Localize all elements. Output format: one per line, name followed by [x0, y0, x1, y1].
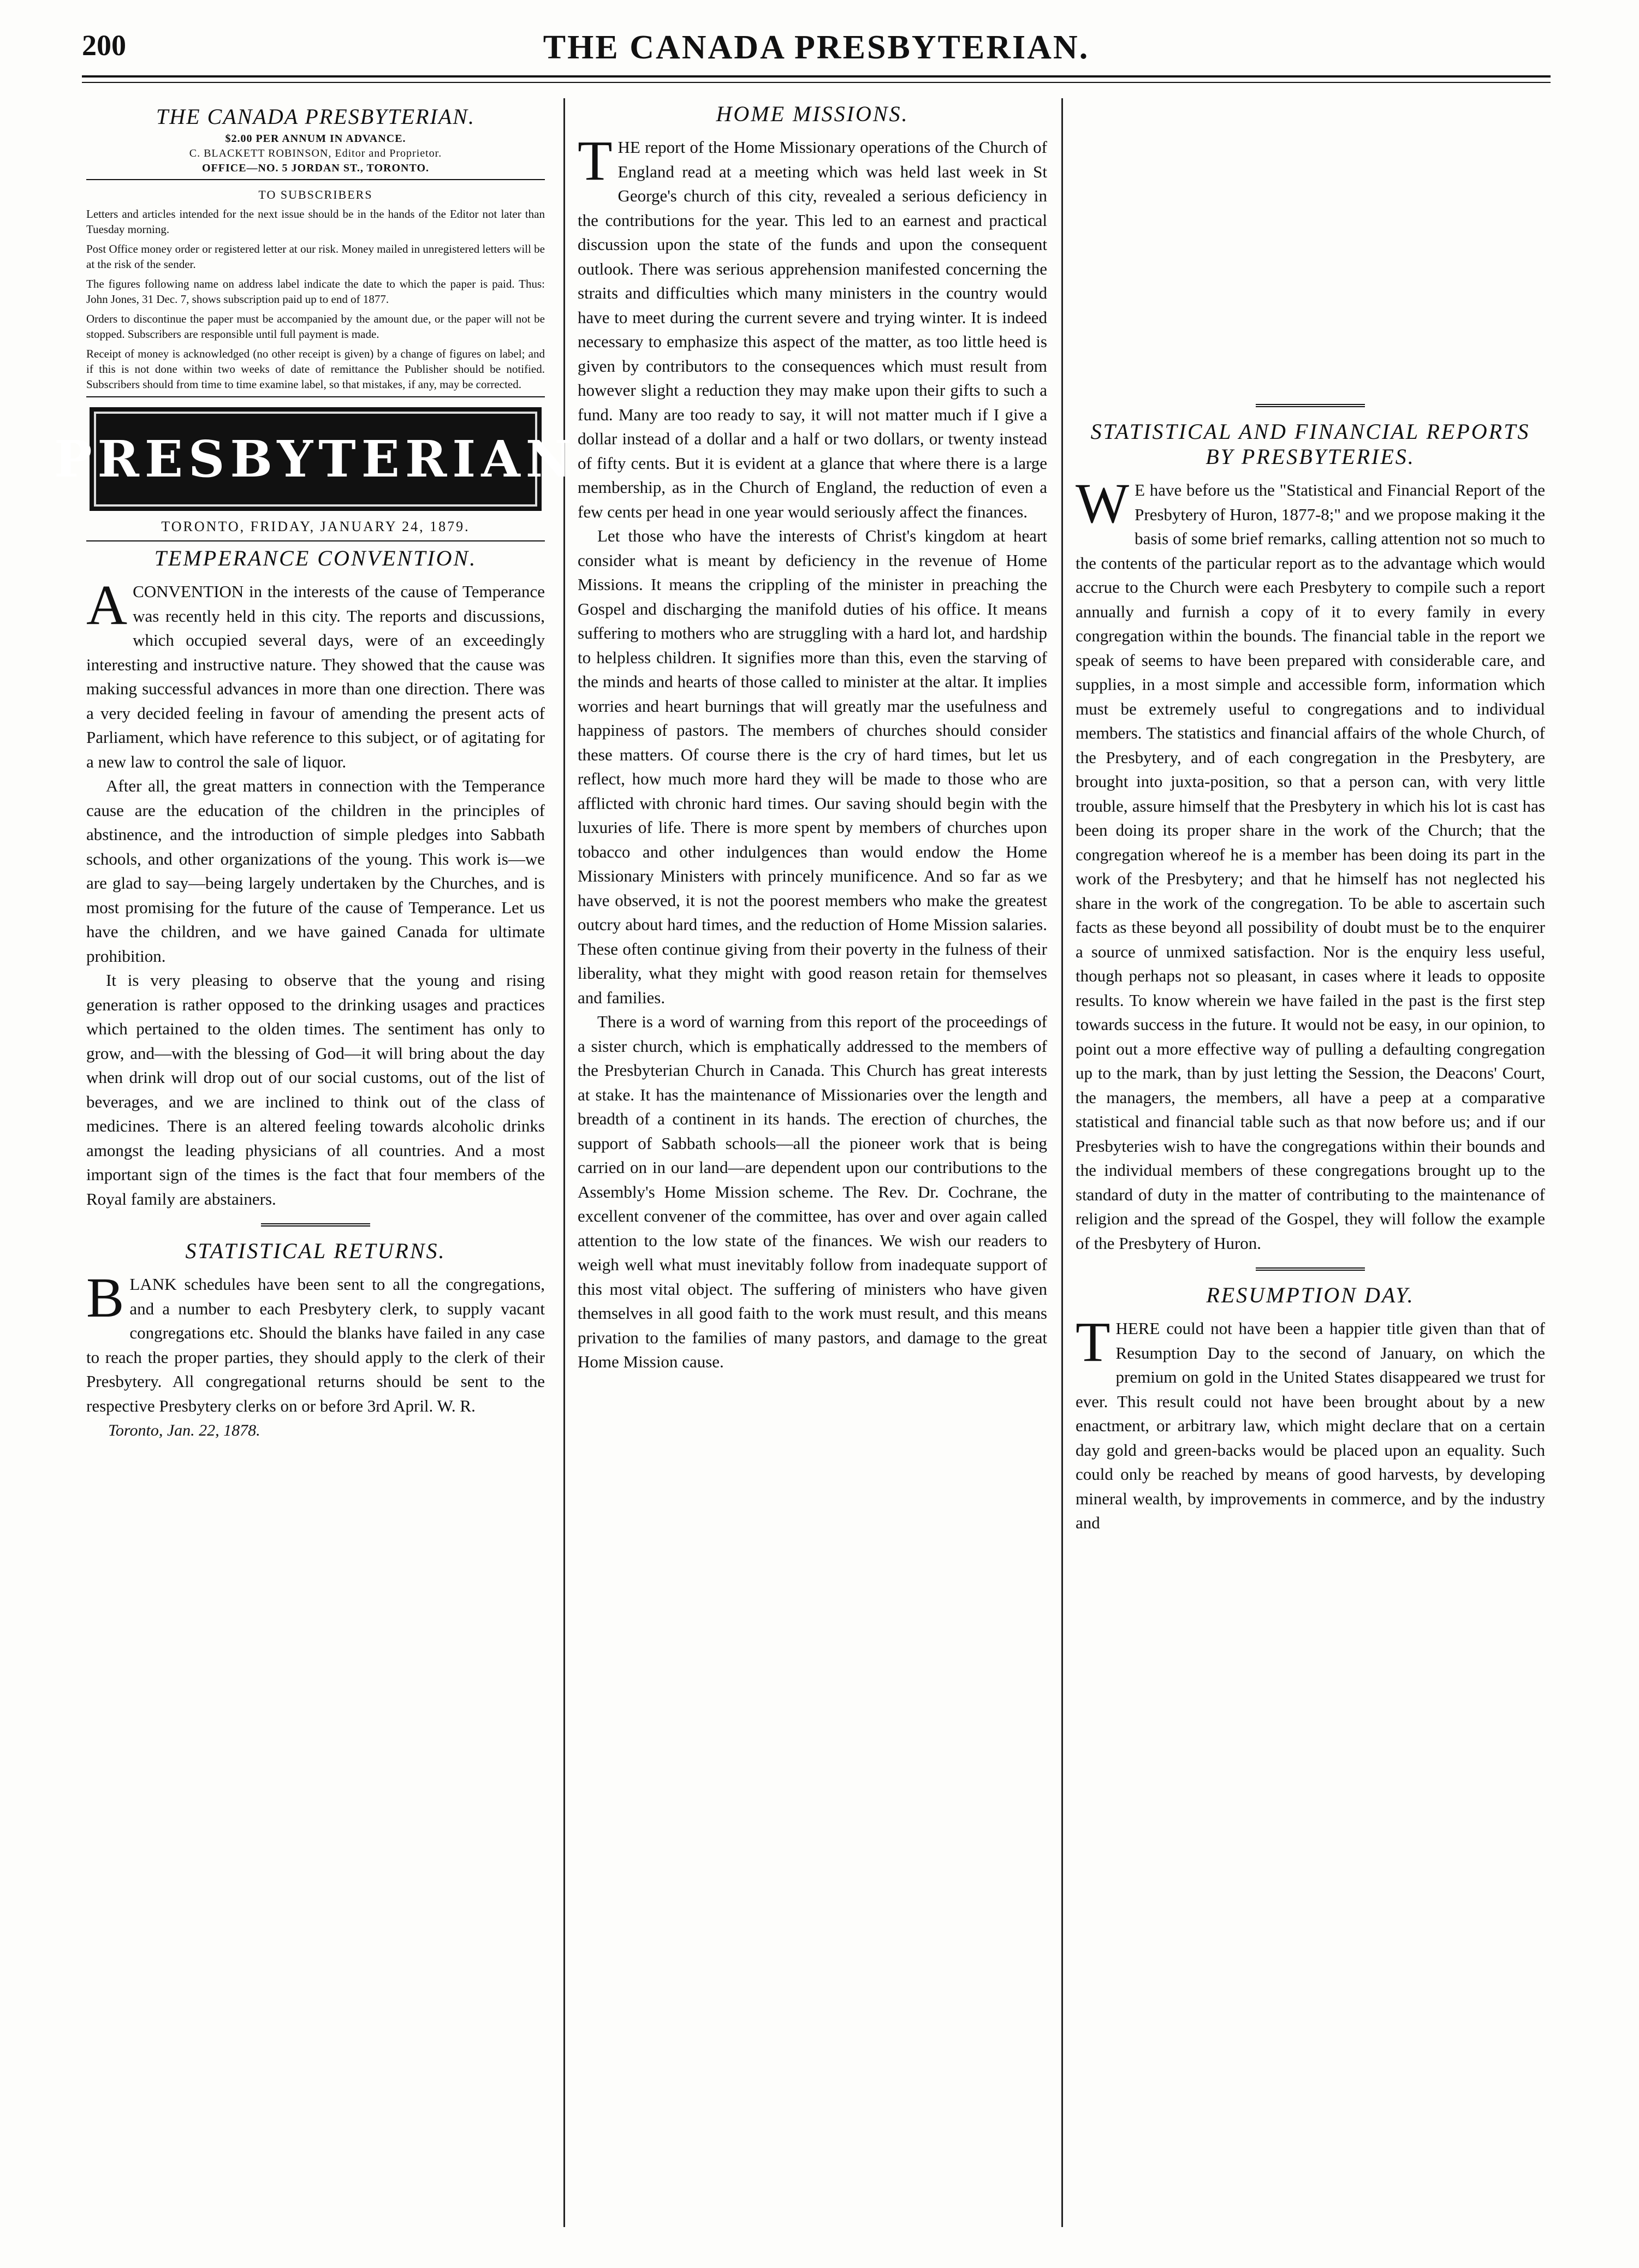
publisher-title: THE CANADA PRESBYTERIAN.	[156, 104, 475, 129]
article-signoff: Toronto, Jan. 22, 1878.	[108, 1421, 260, 1439]
article-paragraph: It is very pleasing to observe that the young and rising generation is rather opposed to the drinking usages and practices which pertained to the olden times. The sentiment has only to grow, and—with the blessing of God—it will bring about the day when drink will drop out of our social customs, out of the list of beverages, and we are inclined to think out of the class of medicines. There is an altered feeling towards alcoholic drinks amongst the leading physicians of all countries. And a most important sign of the times is the fact that four members of the Royal family are abstainers.	[86, 971, 545, 1209]
article-title-temperance: TEMPERANCE CONVENTION.	[154, 546, 477, 570]
header-rule	[82, 75, 1551, 78]
subscriber-notice: Letters and articles intended for the next issue should be in the hands of the Editor not later than Tuesday morning.	[86, 207, 545, 236]
column-1	[54, 98, 577, 2227]
article-paragraph: THE report of the Home Missionary operations of the Church of England read at a meeting which was held last week in St George's church of this city, revealed a serious deficiency in the contributions for the year. This led to an earnest and practical discussion upon the state of the funds and upon the consequent outlook. There was serious apprehension manifested concerning the straits and difficulties which many ministers in the country would have to meet during the current severe and trying winter. It is indeed necessary to emphasize this aspect of the matter, as too little heed is given by contributors to the consequences which must result from however slight a reduction they may make upon their gifts to such a fund. Many are too ready to say, it will not matter much if I give a dollar instead of a dollar and a half or two dollars, or twenty instead of fifty cents. But it is evident at a glance that where there is a large membership, as in the Church of England, the reduction of even a few cents per head in one year would seriously affect the finances.	[578, 129, 1047, 521]
article-title-statistical-returns: STATISTICAL RETURNS.	[185, 1239, 446, 1263]
article-title-home-missions: HOME MISSIONS.	[716, 102, 909, 126]
price-line: $2.00 PER ANNUM IN ADVANCE.	[225, 133, 406, 145]
publisher-box-bottom-rule	[86, 396, 545, 397]
article-paragraph: Let those who have the interests of Christ's kingdom at heart consider what is meant by deficiency in the revenue of Home Missions. It means the crippling of the minister in preaching the Gospel and discharging the manifold duties of his office. It means suffering to mothers who are struggling with a hard lot, and hardship to helpless children. It signifies more than this, even the starving of the minds and hearts of those called to minister at the altar. It implies worries and heart burnings that will greatly mar the usefulness and happiness of pastors. The members of churches should consider these matters. Of course there is the cry of hard times, but let us reflect, how much more hard they will be made to those who are afflicted with chronic hard times. Our saving should begin with the luxuries of life. There is more spent by members of churches upon tobacco and other indulgences than would endow the Home Missionary Ministers with princely munificence. And so far as we have observed, it is not the poorest members who make the greatest outcry about hard times, and the reduction of Home Mission salaries. These often continue giving from their poverty in the fulness of their liberality, what they might with good reason retain for themselves and families.	[578, 526, 1047, 1007]
article-separator	[261, 1223, 370, 1227]
column-divider-1	[563, 98, 565, 2227]
dateline-rule	[86, 540, 545, 541]
subscriber-notice: Orders to discontinue the paper must be accompanied by the amount due, or the paper will not be stopped. Subscribers are responsible until full payment is made.	[86, 312, 545, 341]
article-separator	[1256, 1267, 1365, 1271]
column-3	[1076, 98, 1545, 2227]
subscriber-notice: The figures following name on address label indicate the date to which the paper is paid. Thus: John Jones, 31 Dec. 7, shows subscription paid up to end of 1877.	[86, 277, 545, 306]
article-paragraph: There is a word of warning from this report of the proceedings of a sister church, which is emphatically addressed to the members of the Presbyterian Church in Canada. This Church has great interests at stake. It has the maintenance of Missionaries over the length and breadth of a continent in its hands. The erection of churches, the support of Sabbath schools—all the pioneer work that is being carried on in our land—are dependent upon our contributions to the Assembly's Home Mission scheme. The Rev. Dr. Cochrane, the excellent convener of the committee, has over and over again called attention to the low state of the finances. We wish our readers to weigh well what must inevitably follow from inadequate support of this most vital object. The suffering of ministers who have given themselves in all good faith to the work must result, and this means privation to the families of many pastors, and damage to the great Home Mission cause.	[578, 1012, 1047, 1371]
subscribers-heading: TO SUBSCRIBERS	[258, 188, 373, 201]
column-2	[578, 98, 1047, 2227]
header-rule-thin	[82, 82, 1551, 83]
article-paragraph: ACONVENTION in the interests of the cause of Temperance was recently held in this city. The reports and discussions, which occupied several days, were of an exceedingly interesting and instructive nature. They showed that the cause was making successful advances in more than one direction. There was a very decided feeling in favour of amending the present acts of Parliament, which have reference to this subject, or of agitating for a new law to control the sale of liquor.	[86, 574, 545, 771]
article-title-statistical-financial: STATISTICAL AND FINANCIAL REPORTS BY PRESBYTERIES.	[1090, 419, 1530, 469]
subscriber-notice: Post Office money order or registered letter at our risk. Money mailed in unregistered letters will be at the risk of the sender.	[86, 242, 545, 271]
publisher-box	[86, 104, 545, 397]
article-title-resumption-day: RESUMPTION DAY.	[1206, 1283, 1415, 1307]
publisher-rule	[86, 179, 545, 180]
issue-dateline: TORONTO, FRIDAY, JANUARY 24, 1879.	[161, 519, 470, 534]
masthead-title: THE CANADA PRESBYTERIAN.	[543, 29, 1090, 66]
column-divider-2	[1061, 98, 1063, 2227]
page-number: 200	[82, 29, 126, 62]
article-paragraph: THERE could not have been a happier title given than that of Resumption Day to the second of January, on which the premium on gold in the United States disappeared we trust for ever. This result could not have been brought about by a new enactment, or arbitrary law, which might declare that on a certain day gold and green-backs would be placed upon an equality. Such could only be reached by means of good harvests, by developing mineral wealth, by improvements in commerce, and by the industry and	[1076, 1311, 1545, 1532]
subscriber-notice: Receipt of money is acknowledged (no other receipt is given) by a change of figures on label; and if this is not done within two weeks of date of remittance the Publisher should be notified. Subscribers should from time to time examine label, so that mistakes, if any, may be corrected.	[86, 347, 545, 391]
article-paragraph: After all, the great matters in connection with the Temperance cause are the education of the children in the principles of abstinence, and the introduction of simple pledges into Sabbath schools, and other organizations of the young. This work is—we are glad to say—being largely undertaken by the Churches, and is most promising for the future of the cause of Temperance. Let us have the children, and we have gained Canada for ultimate prohibition.	[86, 776, 545, 966]
article-paragraph: BLANK schedules have been sent to all the congregations, and a number to each Presbytery clerk, to supply vacant congregations etc. Should the blanks have failed in any case to reach the proper parties, they should apply to the clerk of their Presbytery. All congregational returns should be sent to the respective Presbytery clerks on or before 3rd April. W. R.	[86, 1266, 545, 1415]
editor-line: C. BLACKETT ROBINSON, Editor and Proprietor.	[189, 147, 442, 159]
article-separator	[1256, 404, 1365, 407]
office-line: OFFICE—NO. 5 JORDAN ST., TORONTO.	[201, 162, 430, 174]
page-header	[82, 28, 1551, 68]
article-paragraph: WE have before us the "Statistical and Financial Report of the Presbytery of Huron, 1877-8;" and we propose making it the basis of some brief remarks, calling attention not so much to the contents of the particular report as to the advantage which would accrue to the Church were each Presbytery to compile such a report annually and furnish a copy of it to every family in every congregation within the bounds. The financial table in the report we speak of seems to have been prepared with considerable care, and supplies, in a most simple and accessible form, information which must be extremely useful to congregations and to individual members. The statistics and financial affairs of the whole Church, of the Presbytery, and of each congregation in the Presbytery, are brought into juxta-position, so that a person can, with very little trouble, assure himself that the Presbytery in which his lot is cast has been doing its proper share in the work of the Church; that the congregation whereof he is a member has been doing its part in the work of the Presbytery; and that he himself has not neglected his share in the work of the congregation. To be able to ascertain such facts as these beyond all possibility of doubt must be to the enquirer a source of unmixed satisfaction. Nor is the enquiry less useful, though perhaps not so pleasant, in cases where it leads to opposite results. To know wherein we have failed in the past is the first step towards success in the future. It would not be easy, in our opinion, to point out a more effective way of pulling a defaulting congregation up to the mark, than by just letting the Session, the Deacons' Court, the managers, the members, all have a peep at a comparative statistical and financial table such as that now before us; and if our Presbyteries wish to have the congregations within their bounds and the individual members of these congregations brought up to the standard of duty in the matter of contributing to the maintenance of religion and the spread of the Gospel, they will follow the example of the Presbytery of Huron.	[1076, 472, 1545, 1253]
presbyterian-logo: PRESBYTERIAN	[90, 407, 542, 511]
